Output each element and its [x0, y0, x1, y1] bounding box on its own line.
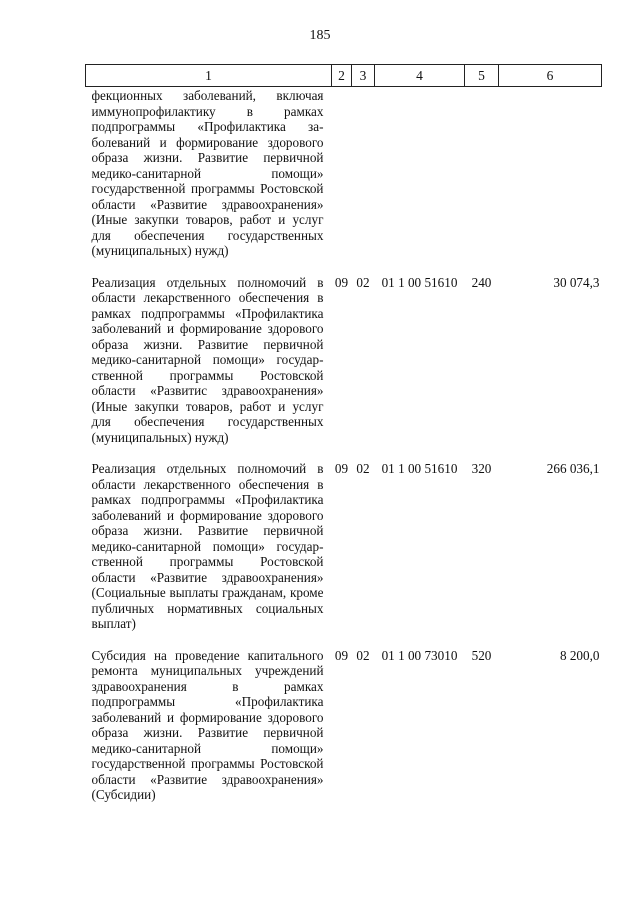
row-expense-type: [465, 87, 499, 259]
header-col-6: 6: [499, 65, 602, 87]
row-target-article: 01 1 00 73010: [381, 647, 458, 663]
table-row: [86, 632, 602, 803]
row-amount: [499, 87, 602, 259]
header-col-4: 4: [375, 65, 465, 87]
row-target-article: 01 1 00 51610: [381, 274, 458, 290]
header-col-5: 5: [465, 65, 499, 87]
budget-table: [85, 64, 602, 803]
row-expense-type: 520: [471, 647, 492, 663]
row-amount: 266 036,1: [546, 461, 600, 476]
row-subsection-code: 02: [356, 647, 370, 663]
row-expense-type: 320: [471, 461, 492, 476]
row-section-code: 09: [334, 647, 349, 663]
row-amount: 30 074,3: [553, 274, 600, 290]
row-subsection-code: [352, 87, 375, 259]
table-row: [86, 445, 602, 632]
page-number: 185: [309, 28, 331, 43]
header-col-2: 2: [332, 65, 352, 87]
row-description: Реализация отдельных полномочий в области лекарственного обеспечения в рамках подпрограммы «Профилактика заболеваний и формирование здорового образа жизни. Развитие первичной медико-санитарной помощи» государственной программы Ростовской области «Развитие здравоохранения» (Социальные выплаты гражданам, кроме публичных нормативных социальных выплат): [91, 461, 324, 631]
row-section-code: 09: [334, 461, 349, 476]
row-description: фекционных заболеваний, включая иммунопрофилактику в рамках подпрограммы «Профилактика заболеваний и формирование здорового образа жизни. Развитие первичной медико-санитарной помощи» государственной программы Ростовской области «Развитие здравоохранения» (Иные закупки товаров, работ и услуг для обеспечения государственных (муниципальных) нужд): [91, 88, 324, 258]
row-description: Реализация отдельных полномочий в области лекарственного обеспечения в рамках подпрограммы «Профилактика заболеваний и формирование здорового образа жизни. Развитие первичной медико-санитарной помощи» государственной программы Ростовской области «Развитис здравоохранения» (Иные закупки товаров, работ и услуг для обеспечения государственных (муниципальных) нужд): [91, 274, 324, 445]
table-header-row: [86, 65, 602, 87]
row-description: Субсидия на проведение капитального ремонта муниципальных учреждений здравоохранения в рамках подпрограммы «Профилактика заболеваний и формирование здорового образа жизни. Развитие первичной медико-санитарной помощи» государственной программы Ростовской области «Развитие здравоохранения» (Субсидии): [91, 647, 324, 802]
header-col-1: 1: [86, 65, 332, 87]
row-section-code: 09: [334, 274, 349, 290]
row-target-article: [375, 87, 465, 259]
row-subsection-code: 02: [356, 461, 370, 476]
row-subsection-code: 02: [356, 274, 370, 290]
header-col-3: 3: [352, 65, 375, 87]
row-target-article: 01 1 00 51610: [381, 461, 458, 476]
row-section-code: [332, 87, 352, 259]
row-expense-type: 240: [471, 274, 492, 290]
row-amount: 8 200,0: [559, 647, 600, 663]
table-row: [86, 259, 602, 446]
table-row: [86, 87, 602, 259]
